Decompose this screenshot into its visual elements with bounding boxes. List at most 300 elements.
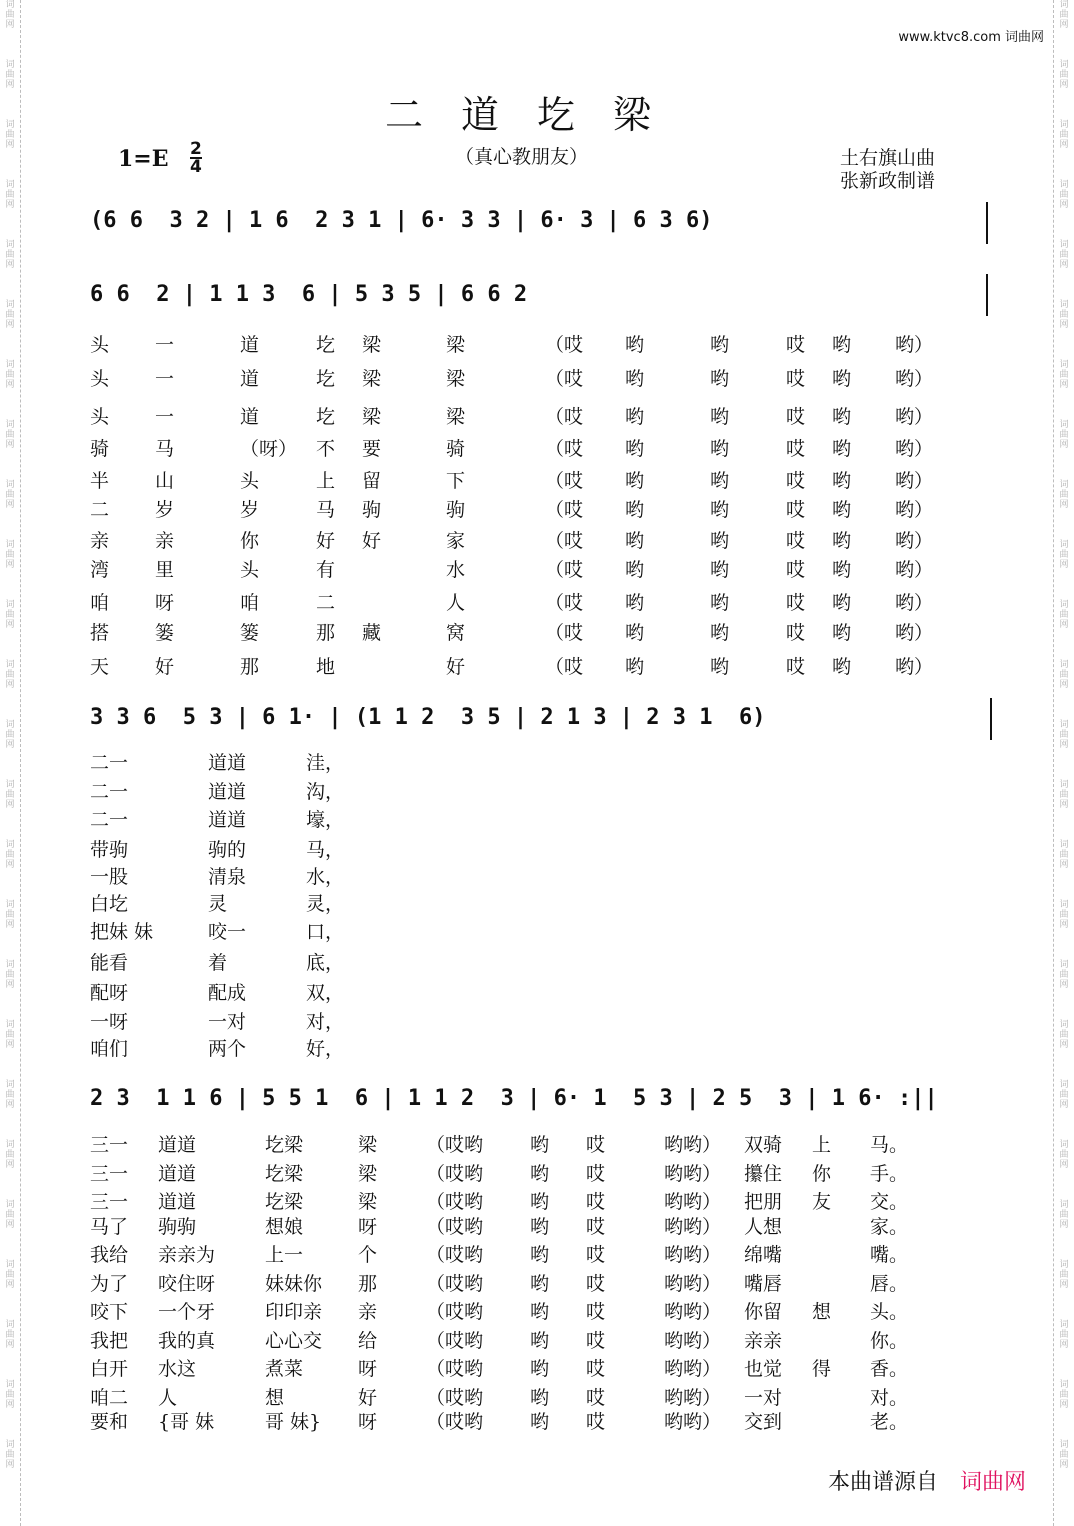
lyric-cell: 好	[446, 656, 466, 678]
lyric-cell: 哎	[786, 559, 806, 581]
lyric-cell: 哟	[832, 368, 852, 390]
lyric-cell: 下	[446, 470, 466, 492]
lyric-cell: 哟	[832, 622, 852, 644]
lyric-cell: 篓	[240, 622, 260, 644]
lyric-cell: 哟哟）	[664, 1191, 722, 1213]
lyric-cell: 头	[90, 368, 110, 390]
edge-watermark-text: 词 曲 网	[5, 120, 15, 150]
lyric-cell: （哎哟	[426, 1358, 484, 1380]
lyric-cell: 哥 妹}	[265, 1411, 322, 1433]
lyric-cell: 哎	[786, 622, 806, 644]
lyric-cell: 咱	[240, 592, 260, 614]
lyric-cell: 你留	[744, 1301, 783, 1323]
lyric-cell: 梁	[362, 406, 382, 428]
lyric-cell: 嘴。	[870, 1244, 909, 1266]
edge-watermark-text: 词 曲 网	[5, 420, 15, 450]
lyric-cell: 亲	[155, 530, 175, 552]
lyric-cell: 哟	[625, 406, 645, 428]
lyric-cell: 圪梁	[265, 1163, 304, 1185]
lyric-cell: 呀	[358, 1358, 378, 1380]
lyric-cell: 洼，	[306, 752, 345, 774]
edge-watermark-text: 词 曲 网	[1059, 780, 1069, 810]
edge-watermark-text: 词 曲 网	[5, 480, 15, 510]
lyric-cell: 二一	[90, 809, 129, 831]
edge-watermark-text: 词 曲 网	[5, 180, 15, 210]
lyric-cell: 老。	[870, 1411, 909, 1433]
lyric-cell: （哎哟	[426, 1163, 484, 1185]
lyric-cell: （哎哟	[426, 1216, 484, 1238]
lyric-cell: 哟	[530, 1387, 550, 1409]
lyric-cell: 哟）	[895, 368, 934, 390]
lyric-cell: 山	[155, 470, 175, 492]
lyric-cell: 一	[155, 334, 175, 356]
lyric-cell: 驹	[362, 499, 382, 521]
lyric-cell: 亲	[358, 1301, 378, 1323]
lyric-cell: 亲亲为	[158, 1244, 216, 1266]
lyric-cell: 你。	[870, 1330, 909, 1352]
lyric-cell: 一	[155, 406, 175, 428]
lyric-cell: 梁	[362, 368, 382, 390]
lyric-cell: 双，	[306, 982, 345, 1004]
lyric-cell: 一对	[208, 1011, 247, 1033]
lyric-cell: 配呀	[90, 982, 129, 1004]
lyric-cell: （哎	[545, 559, 584, 581]
credit-arranger: 张新政制谱	[840, 170, 936, 192]
source-footer	[828, 1465, 1026, 1496]
lyric-cell: （哎	[545, 438, 584, 460]
lyric-cell: （哎哟	[426, 1244, 484, 1266]
lyric-cell: 二一	[90, 752, 129, 774]
lyric-cell: 哟哟）	[664, 1330, 722, 1352]
lyric-cell: 我给	[90, 1244, 129, 1266]
lyric-cell: 好	[358, 1387, 378, 1409]
lyric-cell: 哟哟）	[664, 1387, 722, 1409]
edge-watermark-text: 词 曲 网	[1059, 0, 1069, 30]
lyric-cell: （哎	[545, 656, 584, 678]
lyric-cell: 着	[208, 952, 228, 974]
lyric-cell: 驹	[446, 499, 466, 521]
lyric-cell: 哎	[586, 1301, 606, 1323]
lyric-cell: 哟	[710, 438, 730, 460]
notation-line-1: (6 6 3 2 | 1 6 2 3 1 | 6· 3 3 | 6· 3 | 6 3 6)	[90, 208, 713, 233]
lyric-cell: 哎	[786, 592, 806, 614]
lyric-cell: 马。	[870, 1134, 909, 1156]
lyric-cell: 哟）	[895, 592, 934, 614]
lyric-cell: 圪梁	[265, 1191, 304, 1213]
lyric-cell: 哟	[710, 656, 730, 678]
lyric-cell: 窝	[446, 622, 466, 644]
lyric-cell: 道	[240, 406, 260, 428]
lyric-cell: 哟	[710, 406, 730, 428]
lyric-cell: 咱二	[90, 1387, 129, 1409]
lyric-cell: 心心交	[265, 1330, 323, 1352]
edge-watermark-text: 词 曲 网	[5, 720, 15, 750]
lyric-cell: 白开	[90, 1358, 129, 1380]
lyric-cell: 那	[240, 656, 260, 678]
lyric-cell: 有	[316, 559, 336, 581]
lyric-cell: 二	[90, 499, 110, 521]
lyric-cell: 哟	[625, 499, 645, 521]
lyric-cell: 人	[446, 592, 466, 614]
lyric-cell: 哟	[625, 530, 645, 552]
edge-watermark-text: 词 曲 网	[5, 300, 15, 330]
lyric-cell: 哎	[586, 1387, 606, 1409]
lyric-cell: 哟	[530, 1191, 550, 1213]
lyric-cell: 搭	[90, 622, 110, 644]
notation-line-4: 2 3 1 1 6 | 5 5 1 6 | 1 1 2 3 | 6· 1 5 3 | 2 5 3 | 1 6· :||	[90, 1086, 938, 1111]
lyric-cell: （哎	[545, 622, 584, 644]
lyric-cell: 友	[812, 1191, 832, 1213]
lyric-cell: 嘴唇	[744, 1273, 783, 1295]
lyric-cell: 想	[812, 1301, 832, 1323]
edge-watermark-text: 词 曲 网	[1059, 1200, 1069, 1230]
edge-watermark-text: 词 曲 网	[1059, 1260, 1069, 1290]
lyric-cell: 哟	[625, 368, 645, 390]
lyric-cell: 清泉	[208, 866, 247, 888]
lyric-cell: 哟	[710, 622, 730, 644]
lyric-cell: 灵，	[306, 893, 345, 915]
lyric-cell: 那	[358, 1273, 378, 1295]
lyric-cell: 哎	[586, 1273, 606, 1295]
song-title: 二道圪梁	[384, 93, 689, 137]
lyric-cell: 水，	[306, 866, 345, 888]
lyric-cell: 里	[155, 559, 175, 581]
lyric-cell: 哟	[710, 559, 730, 581]
lyric-cell: 口，	[306, 921, 345, 943]
lyric-cell: 我把	[90, 1330, 129, 1352]
lyric-cell: 岁	[240, 499, 260, 521]
credit-origin: 土右旗山曲	[840, 147, 936, 169]
lyric-cell: 水	[446, 559, 466, 581]
lyric-cell: 哟哟）	[664, 1216, 722, 1238]
lyric-cell: 道道	[208, 752, 247, 774]
lyric-cell: 圪梁	[265, 1134, 304, 1156]
lyric-cell: 妹妹你	[265, 1273, 323, 1295]
lyric-cell: （哎哟	[426, 1191, 484, 1213]
lyric-cell: 二	[316, 592, 336, 614]
lyric-cell: 哎	[586, 1191, 606, 1213]
lyric-cell: 道道	[208, 809, 247, 831]
edge-watermark-text: 词 曲 网	[1059, 660, 1069, 690]
lyric-cell: 哎	[786, 334, 806, 356]
footer-source-label: 本曲谱源自	[827, 1470, 938, 1495]
lyric-cell: 交。	[870, 1191, 909, 1213]
lyric-cell: 印印亲	[265, 1301, 323, 1323]
lyric-cell: （呀）	[240, 438, 298, 460]
lyric-cell: 香。	[870, 1358, 909, 1380]
lyric-cell: 哎	[786, 470, 806, 492]
lyric-cell: 头	[240, 470, 260, 492]
edge-watermark-text: 词 曲 网	[1059, 240, 1069, 270]
edge-watermark-text: 词 曲 网	[1059, 360, 1069, 390]
edge-watermark-text: 词 曲 网	[5, 660, 15, 690]
lyric-cell: 灵	[208, 893, 228, 915]
lyric-cell: 梁	[362, 334, 382, 356]
lyric-cell: 人	[158, 1387, 178, 1409]
lyric-cell: 要和	[90, 1411, 129, 1433]
edge-watermark-text: 词 曲 网	[1059, 420, 1069, 450]
lyric-cell: 一个牙	[158, 1301, 216, 1323]
lyric-cell: 哟哟）	[664, 1301, 722, 1323]
edge-watermark-text: 词 曲 网	[1059, 840, 1069, 870]
lyric-cell: 个	[358, 1244, 378, 1266]
lyric-cell: 哟）	[895, 438, 934, 460]
lyric-cell: 哎	[586, 1244, 606, 1266]
lyric-cell: 哟	[530, 1273, 550, 1295]
lyric-cell: 底，	[306, 952, 345, 974]
lyric-cell: 马，	[306, 839, 345, 861]
edge-watermark-text: 词 曲 网	[5, 840, 15, 870]
edge-watermark-text: 词 曲 网	[5, 600, 15, 630]
edge-watermark-text: 词 曲 网	[5, 360, 15, 390]
lyric-cell: 好	[362, 530, 382, 552]
lyric-cell: 骑	[446, 438, 466, 460]
lyric-cell: 你	[812, 1163, 832, 1185]
edge-watermark-text: 词 曲 网	[5, 1440, 15, 1470]
lyric-cell: （哎哟	[426, 1411, 484, 1433]
song-subtitle: （真心教朋友）	[455, 146, 589, 168]
lyric-cell: 藏	[362, 622, 382, 644]
lyric-cell: 哟	[625, 470, 645, 492]
edge-watermark-text: 词 曲 网	[5, 1200, 15, 1230]
notation-line-2: 6 6 2 | 1 1 3 6 | 5 3 5 | 6 6 2	[90, 282, 528, 307]
edge-watermark-text: 词 曲 网	[1059, 60, 1069, 90]
lyric-cell: 头	[90, 406, 110, 428]
edge-watermark-text: 词 曲 网	[5, 1260, 15, 1290]
edge-watermark-text: 词 曲 网	[1059, 180, 1069, 210]
lyric-cell: （哎	[545, 334, 584, 356]
lyric-cell: 道道	[158, 1191, 197, 1213]
lyric-cell: 哟	[530, 1358, 550, 1380]
lyric-cell: 哟	[710, 530, 730, 552]
lyric-cell: 哎	[586, 1358, 606, 1380]
lyric-cell: 好，	[306, 1038, 345, 1060]
lyric-cell: 哎	[786, 530, 806, 552]
lyric-cell: 哟	[710, 368, 730, 390]
lyric-cell: 道道	[158, 1134, 197, 1156]
lyric-cell: 绵嘴	[744, 1244, 783, 1266]
lyric-cell: 三一	[90, 1191, 129, 1213]
lyric-cell: 哟	[710, 592, 730, 614]
edge-watermark-text: 词 曲 网	[1059, 1440, 1069, 1470]
lyric-cell: 哟	[530, 1301, 550, 1323]
lyric-cell: 手。	[870, 1163, 909, 1185]
lyric-cell: 驹的	[208, 839, 247, 861]
lyric-cell: 道	[240, 368, 260, 390]
lyric-cell: 双骑	[744, 1134, 783, 1156]
lyric-cell: 给	[358, 1330, 378, 1352]
lyric-cell: 哟	[832, 592, 852, 614]
lyric-cell: 头	[90, 334, 110, 356]
lyric-cell: 哟）	[895, 622, 934, 644]
lyric-cell: 梁	[446, 406, 466, 428]
meter-top: 2	[190, 139, 202, 159]
lyric-cell: 哟）	[895, 530, 934, 552]
meter-bottom: 4	[190, 157, 202, 177]
lyric-cell: 天	[90, 656, 110, 678]
lyric-cell: （哎	[545, 499, 584, 521]
lyric-cell: 骑	[90, 438, 110, 460]
edge-watermark-text: 词 曲 网	[1059, 900, 1069, 930]
lyric-cell: 哟	[625, 622, 645, 644]
lyric-cell: 咱	[90, 592, 110, 614]
lyric-cell: 唇。	[870, 1273, 909, 1295]
lyric-cell: 哟	[625, 334, 645, 356]
lyric-cell: 把妹 妹	[90, 921, 154, 943]
lyric-cell: 要	[362, 438, 382, 460]
edge-watermark-text: 词 曲 网	[1059, 540, 1069, 570]
lyric-cell: 哟哟）	[664, 1273, 722, 1295]
lyric-cell: 哟	[832, 406, 852, 428]
lyric-cell: （哎哟	[426, 1273, 484, 1295]
lyric-cell: 哎	[786, 406, 806, 428]
edge-watermark-text: 词 曲 网	[1059, 600, 1069, 630]
notation-line-3: 3 3 6 5 3 | 6 1· | (1 1 2 3 5 | 2 1 3 | 2 3 1 6)	[90, 705, 766, 730]
lyric-cell: {哥 妹	[158, 1411, 215, 1433]
lyric-cell: 咬下	[90, 1301, 129, 1323]
lyric-cell: （哎	[545, 470, 584, 492]
edge-watermark-text: 词 曲 网	[5, 1320, 15, 1350]
lyric-cell: 哟）	[895, 656, 934, 678]
lyric-cell: 哎	[586, 1330, 606, 1352]
lyric-cell: 亲亲	[744, 1330, 783, 1352]
lyric-cell: （哎哟	[426, 1330, 484, 1352]
lyric-cell: 二一	[90, 781, 129, 803]
lyric-cell: （哎哟	[426, 1301, 484, 1323]
lyric-cell: 哎	[586, 1134, 606, 1156]
lyric-cell: 梁	[358, 1134, 378, 1156]
lyric-cell: 咱们	[90, 1038, 129, 1060]
lyric-cell: 把朋	[744, 1191, 783, 1213]
barline	[990, 698, 992, 740]
edge-watermark-text: 词 曲 网	[5, 1380, 15, 1410]
lyric-cell: 哟	[625, 592, 645, 614]
edge-watermark-text: 词 曲 网	[1059, 480, 1069, 510]
footer-brand-link[interactable]: 词曲网	[959, 1470, 1026, 1495]
lyric-cell: 煮菜	[265, 1358, 304, 1380]
lyric-cell: （哎	[545, 592, 584, 614]
lyric-cell: 不	[316, 438, 336, 460]
lyric-cell: 道	[240, 334, 260, 356]
time-signature	[190, 141, 202, 175]
edge-watermark-text: 词 曲 网	[5, 60, 15, 90]
lyric-cell: 得	[812, 1358, 832, 1380]
lyric-cell: 一对	[744, 1387, 783, 1409]
lyric-cell: 马了	[90, 1216, 129, 1238]
lyric-cell: 哟	[625, 438, 645, 460]
lyric-cell: 圪	[316, 334, 336, 356]
lyric-cell: 哟	[530, 1163, 550, 1185]
edge-watermark-text: 词 曲 网	[1059, 300, 1069, 330]
lyric-cell: 哟	[832, 470, 852, 492]
barline	[986, 202, 988, 244]
lyric-cell: 想	[265, 1387, 285, 1409]
lyric-cell: 咬一	[208, 921, 247, 943]
edge-watermark-text: 词 曲 网	[1059, 1020, 1069, 1050]
lyric-cell: 能看	[90, 952, 129, 974]
edge-watermark-text: 词 曲 网	[1059, 720, 1069, 750]
lyric-cell: 圪	[316, 368, 336, 390]
lyric-cell: 哎	[786, 499, 806, 521]
lyric-cell: 梁	[358, 1191, 378, 1213]
lyric-cell: （哎	[545, 530, 584, 552]
lyric-cell: 驹驹	[158, 1216, 197, 1238]
lyric-cell: 哟哟）	[664, 1163, 722, 1185]
lyric-cell: 哟	[710, 499, 730, 521]
lyric-cell: 哟	[832, 559, 852, 581]
right-watermark-strip	[1053, 0, 1074, 1526]
lyric-cell: 咬住呀	[158, 1273, 216, 1295]
edge-watermark-text: 词 曲 网	[1059, 120, 1069, 150]
lyric-cell: 哟	[530, 1244, 550, 1266]
lyric-cell: 圪	[316, 406, 336, 428]
lyric-cell: 想娘	[265, 1216, 304, 1238]
edge-watermark-text: 词 曲 网	[5, 0, 15, 30]
lyric-cell: 哎	[786, 656, 806, 678]
lyric-cell: 哟）	[895, 470, 934, 492]
edge-watermark-text: 词 曲 网	[5, 900, 15, 930]
lyric-cell: 道道	[208, 781, 247, 803]
lyric-cell: 哟）	[895, 334, 934, 356]
lyric-cell: （哎哟	[426, 1387, 484, 1409]
lyric-cell: 家。	[870, 1216, 909, 1238]
edge-watermark-text: 词 曲 网	[5, 780, 15, 810]
lyric-cell: 哟	[530, 1134, 550, 1156]
edge-watermark-text: 词 曲 网	[1059, 960, 1069, 990]
lyric-cell: 哟	[530, 1411, 550, 1433]
lyric-cell: 交到	[744, 1411, 783, 1433]
lyric-cell: 哎	[586, 1163, 606, 1185]
lyric-cell: 白圪	[90, 893, 129, 915]
lyric-cell: 梁	[446, 334, 466, 356]
lyric-cell: 家	[446, 530, 466, 552]
lyric-cell: 三一	[90, 1163, 129, 1185]
lyric-cell: 水这	[158, 1358, 197, 1380]
lyric-cell: 哟）	[895, 559, 934, 581]
lyric-cell: 哟哟）	[664, 1134, 722, 1156]
key-signature: 1=E	[118, 146, 169, 172]
lyric-cell: 头。	[870, 1301, 909, 1323]
edge-watermark-text: 词 曲 网	[1059, 1140, 1069, 1170]
site-watermark: www.ktvc8.com 词曲网	[898, 30, 1044, 45]
lyric-cell: 攥住	[744, 1163, 783, 1185]
barline	[986, 274, 988, 316]
lyric-cell: 你	[240, 530, 260, 552]
lyric-cell: 哟	[625, 656, 645, 678]
lyric-cell: 那	[316, 622, 336, 644]
lyric-cell: 两个	[208, 1038, 247, 1060]
lyric-cell: （哎	[545, 406, 584, 428]
lyric-cell: 好	[155, 656, 175, 678]
lyric-cell: 沟，	[306, 781, 345, 803]
lyric-cell: 呀	[358, 1216, 378, 1238]
lyric-cell: 马	[316, 499, 336, 521]
lyric-cell: 地	[316, 656, 336, 678]
lyric-cell: 上	[812, 1134, 832, 1156]
lyric-cell: 一	[155, 368, 175, 390]
lyric-cell: 壕，	[306, 809, 345, 831]
lyric-cell: 上	[316, 470, 336, 492]
lyric-cell: 人想	[744, 1216, 783, 1238]
lyric-cell: 对。	[870, 1387, 909, 1409]
edge-watermark-text: 词 曲 网	[5, 1020, 15, 1050]
lyric-cell: 呀	[358, 1411, 378, 1433]
lyric-cell: 哎	[586, 1216, 606, 1238]
lyric-cell: 哟	[832, 334, 852, 356]
lyric-cell: 配成	[208, 982, 247, 1004]
lyric-cell: 哟	[625, 559, 645, 581]
lyric-cell: 留	[362, 470, 382, 492]
